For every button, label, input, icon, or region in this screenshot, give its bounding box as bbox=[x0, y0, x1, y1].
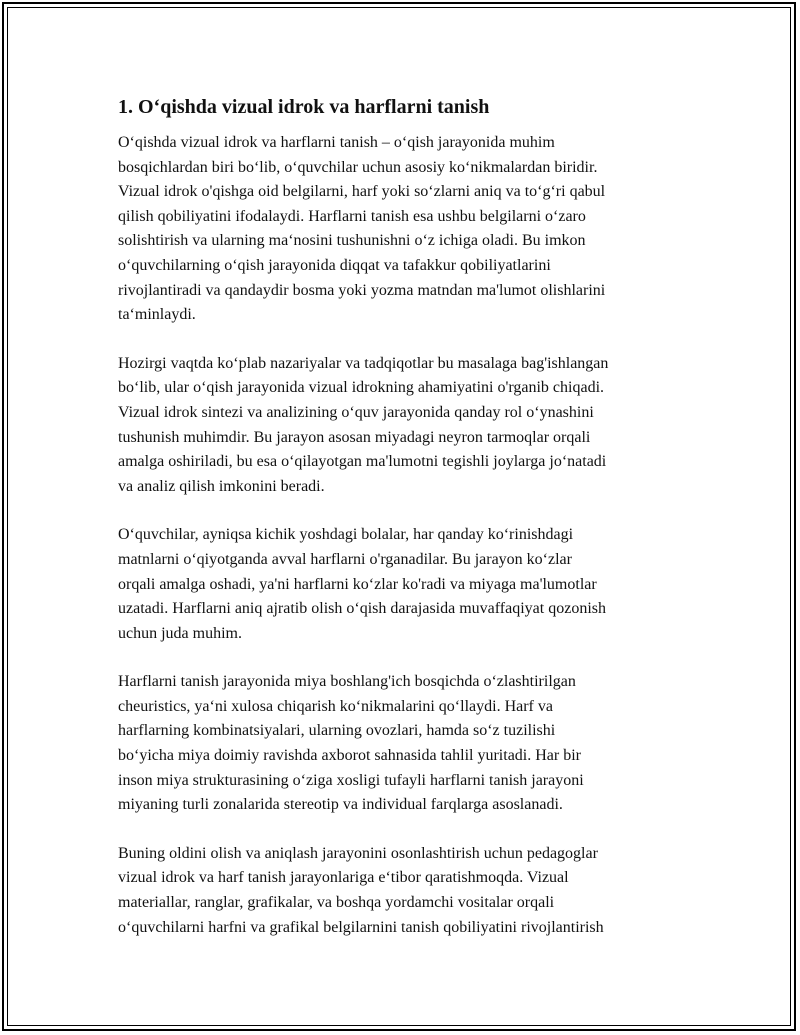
paragraph bbox=[118, 352, 688, 500]
paragraph-line: uzatadi. Harflarni aniq ajratib olish o‘qish darajasida muvaffaqiyat qozonish bbox=[118, 600, 606, 618]
paragraph-line: Vizual idrok o'qishga oid belgilarni, harf yoki so‘zlarni aniq va to‘g‘ri qabul bbox=[118, 183, 606, 201]
paragraph-line: Harflarni tanish jarayonida miya boshlang'ich bosqichda o‘zlashtirilgan bbox=[118, 673, 576, 691]
paragraph-line: materiallar, ranglar, grafikalar, va boshqa yordamchi vositalar orqali bbox=[118, 894, 555, 912]
paragraph-line: uchun juda muhim. bbox=[118, 624, 242, 642]
paragraph-line: Vizual idrok sintezi va analizining o‘quv jarayonida qanday rol o‘ynashini bbox=[118, 403, 594, 421]
paragraph-line: tushunish muhimdir. Bu jarayon asosan miyadagi neyron tarmoqlar orqali bbox=[118, 428, 591, 446]
paragraph-line: qilish qobiliyatini ifodalaydi. Harflarni tanish esa ushbu belgilarni o‘zaro bbox=[118, 207, 586, 225]
paragraph-line: va analiz qilish imkonini beradi. bbox=[118, 477, 325, 495]
paragraph-line: ta‘minlaydi. bbox=[118, 306, 196, 324]
paragraph-line: amalga oshiriladi, bu esa o‘qilayotgan ma'lumotni tegishli joylarga jo‘natadi bbox=[118, 453, 607, 471]
paragraph bbox=[118, 842, 688, 940]
section-heading: 1. O‘qishda vizual idrok va harflarni tanish bbox=[118, 96, 490, 118]
paragraph bbox=[118, 670, 688, 818]
paragraph-line: O‘qishda vizual idrok va harflarni tanish – o‘qish jarayonida muhim bbox=[118, 134, 555, 151]
paragraph bbox=[118, 131, 688, 328]
paragraph-line: matnlarni o‘qiyotganda avval harflarni o'rganadilar. Bu jarayon ko‘zlar bbox=[118, 550, 572, 568]
paragraph-line: cheuristics, ya‘ni xulosa chiqarish ko‘nikmalarini qo‘llaydi. Harf va bbox=[118, 697, 553, 715]
paragraph-line: o‘quvchilarni harfni va grafikal belgilarnini tanish qobiliyatini rivojlantirish bbox=[118, 918, 604, 936]
paragraph-line: solishtirish va ularning ma‘nosini tushunishni o‘z ichiga oladi. Bu imkon bbox=[118, 232, 586, 250]
paragraph-line: bosqichlardan biri bo‘lib, o‘quvchilar uchun asosiy ko‘nikmalardan biridir. bbox=[118, 158, 598, 176]
paragraph-line: O‘quvchilar, ayniqsa kichik yoshdagi bolalar, har qanday ko‘rinishdagi bbox=[118, 526, 574, 544]
paragraph-line: inson miya strukturasining o‘ziga xosligi tufayli harflarni tanish jarayoni bbox=[118, 771, 584, 789]
paragraph-line: bo‘lib, ular o‘qish jarayonida vizual idrokning ahamiyatini o'rganib chiqadi. bbox=[118, 379, 605, 397]
paragraph-line: miyaning turli zonalarida stereotip va individual farqlarga asoslanadi. bbox=[118, 796, 563, 814]
paragraph-line: Buning oldini olish va aniqlash jarayonini osonlashtirish uchun pedagoglar bbox=[118, 844, 598, 862]
paragraph-line: rivojlantiradi va qandaydir bosma yoki yozma matndan ma'lumot olishlarini bbox=[118, 281, 606, 299]
paragraph bbox=[118, 523, 688, 646]
paragraph-line: vizual idrok va harf tanish jarayonlariga e‘tibor qaratishmoqda. Vizual bbox=[118, 869, 569, 887]
document-body bbox=[118, 92, 688, 964]
paragraph-line: Hozirgi vaqtda ko‘plab nazariyalar va tadqiqotlar bu masalaga bag'ishlangan bbox=[118, 354, 609, 372]
paragraph-line: harflarning kombinatsiyalari, ularning ovozlari, hamda so‘z tuzilishi bbox=[118, 722, 556, 740]
paragraph-line: bo‘yicha miya doimiy ravishda axborot sahnasida tahlil yuritadi. Har bir bbox=[118, 747, 581, 765]
paragraph-line: o‘quvchilarning o‘qish jarayonida diqqat va tafakkur qobiliyatlarini bbox=[118, 256, 551, 274]
paragraph-container bbox=[118, 131, 688, 940]
paragraph-line: orqali amalga oshadi, ya'ni harflarni ko‘zlar ko'radi va miyaga ma'lumotlar bbox=[118, 575, 597, 593]
